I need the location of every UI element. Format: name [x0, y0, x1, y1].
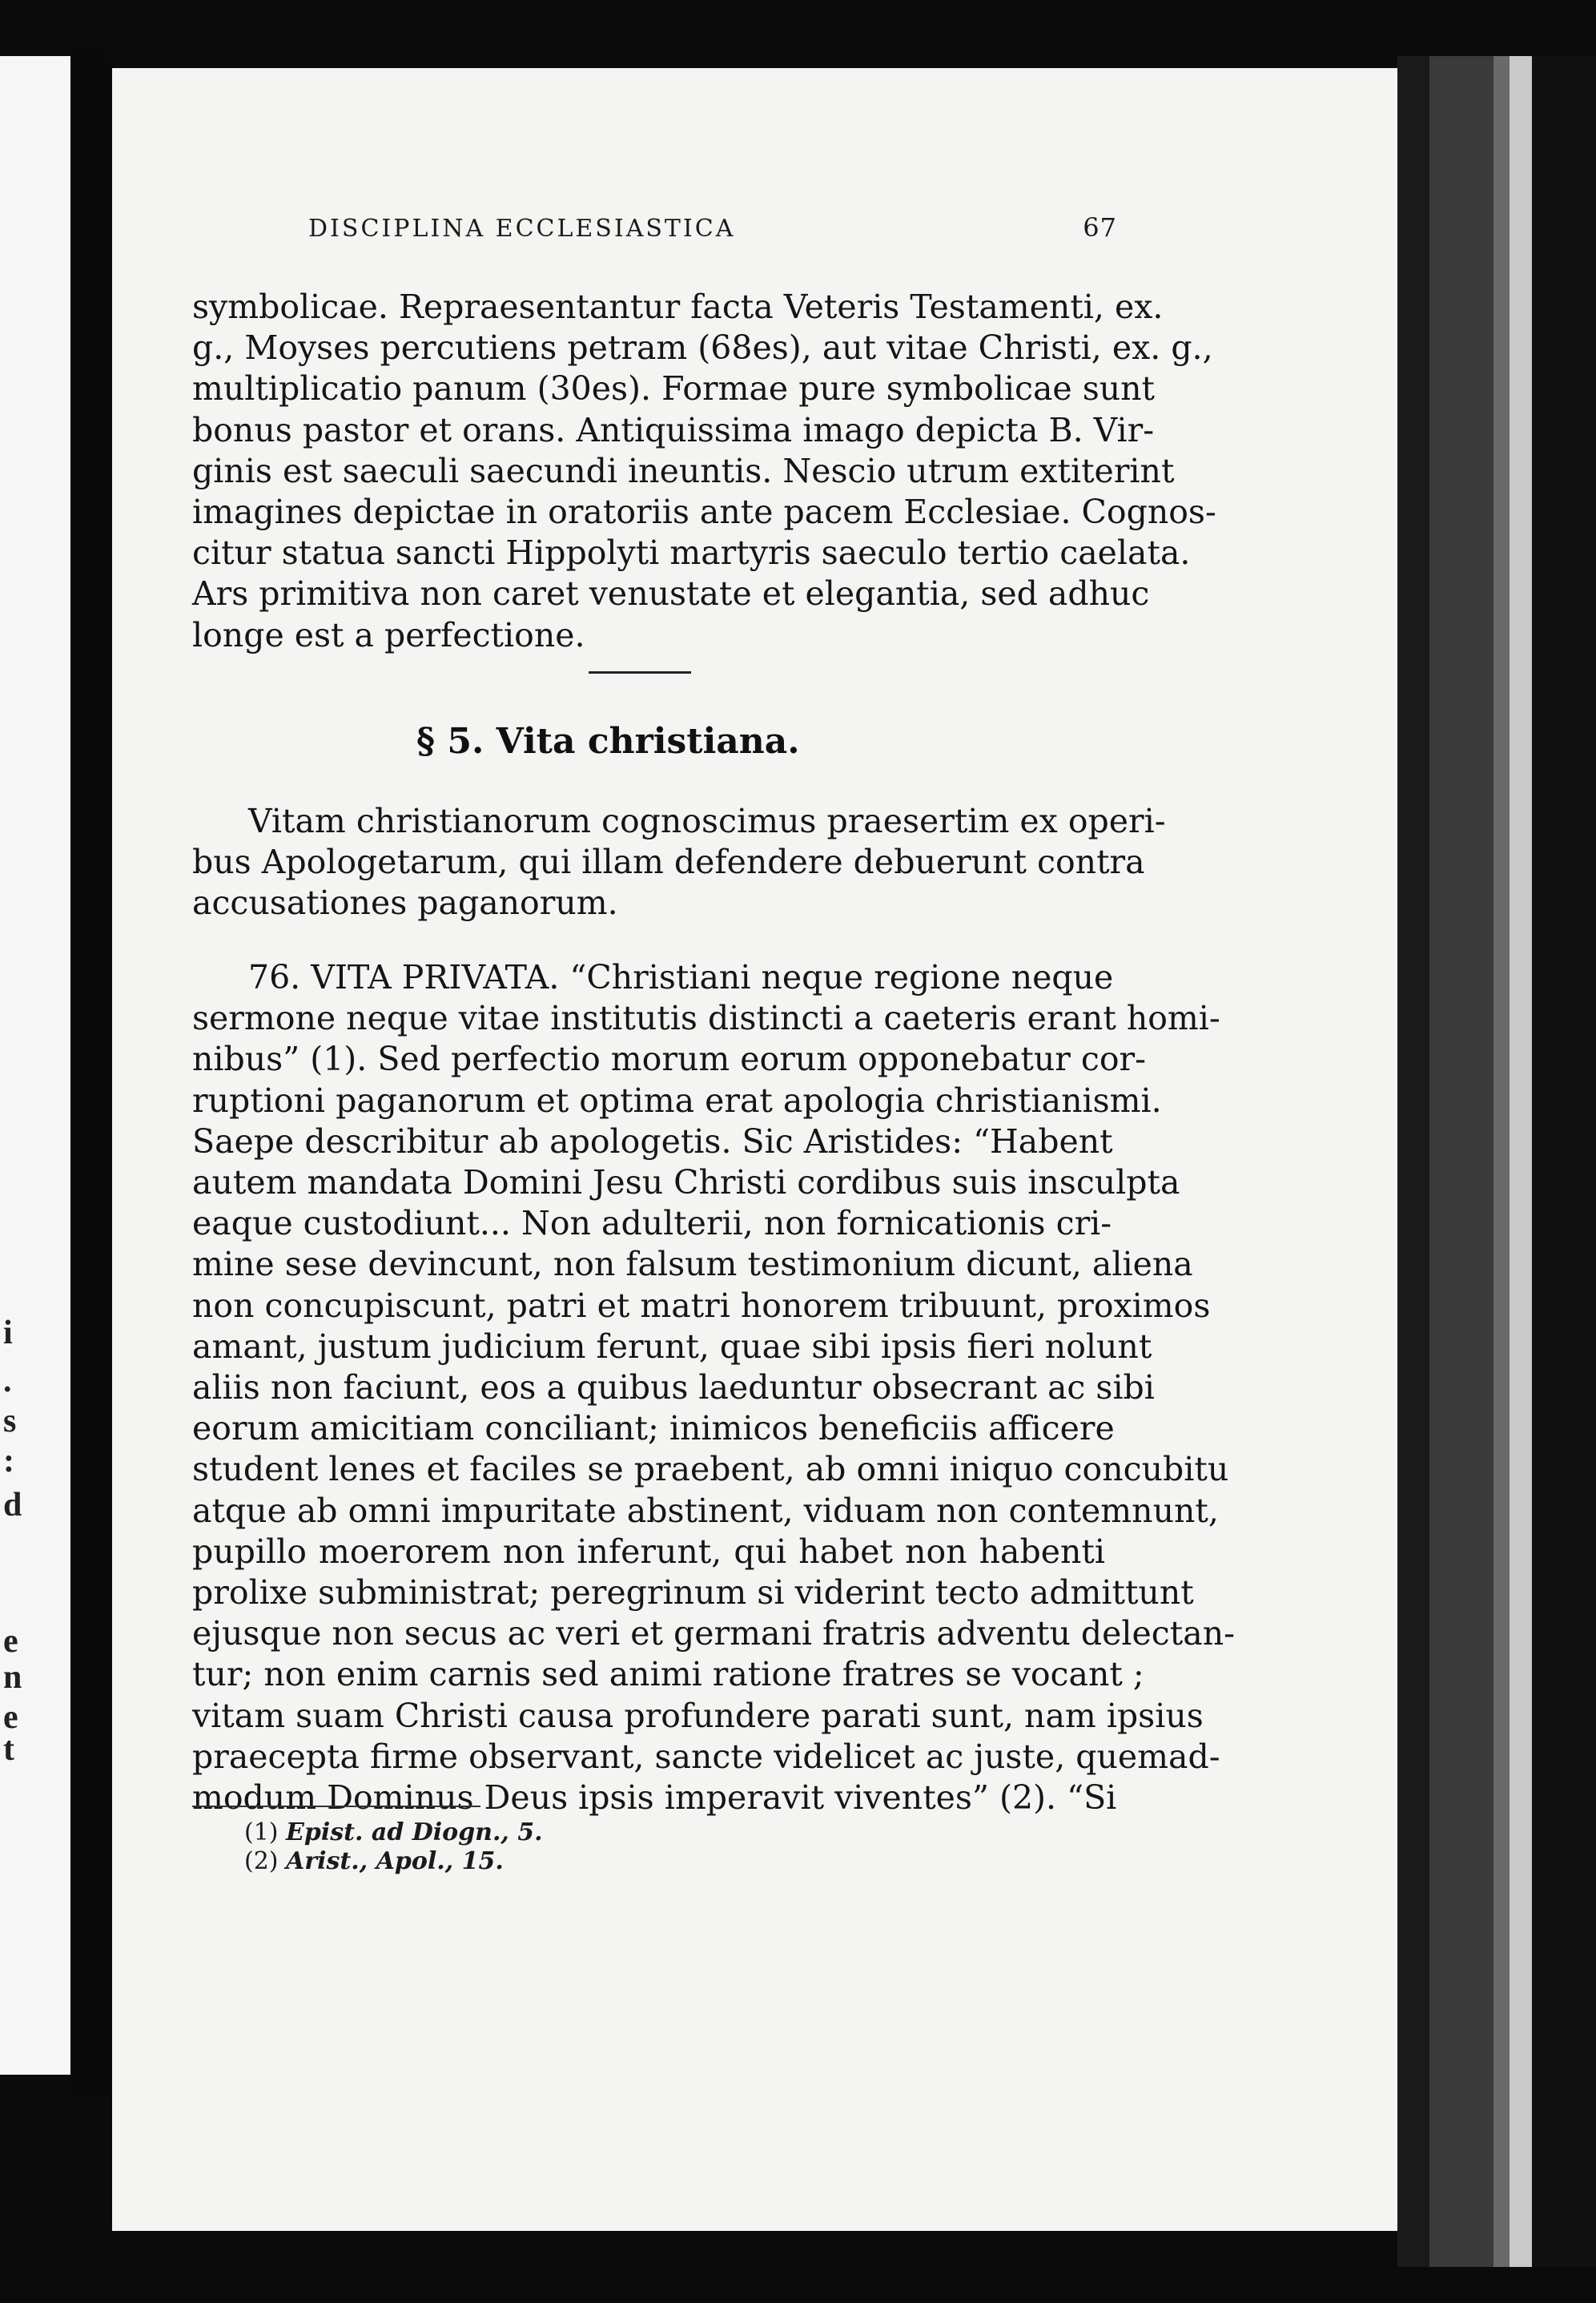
text-line: pupillo moerorem non inferunt, qui habet non habenti — [192, 1532, 1105, 1571]
text-line: Saepe describitur ab apologetis. Sic Aristides: “Habent — [192, 1121, 1113, 1161]
margin-mark: . — [3, 1363, 12, 1399]
text-line: praecepta firme observant, sancte videlicet ac juste, quemad- — [192, 1737, 1220, 1776]
margin-mark: e — [3, 1699, 18, 1736]
text-line: ginis est saeculi saecundi ineuntis. Nescio utrum extiterint — [192, 451, 1175, 490]
footnotes — [244, 1818, 543, 1876]
page-edge-band — [1510, 56, 1532, 2267]
text-line: non concupiscunt, patri et matri honorem tribuunt, proximos — [192, 1286, 1211, 1325]
margin-mark: i — [3, 1315, 13, 1351]
footnote-marker: (1) — [244, 1818, 287, 1846]
page-edge-band — [1493, 56, 1510, 2267]
text-line: autem mandata Domini Jesu Christi cordibus suis insculpta — [192, 1163, 1180, 1202]
text-line: eaque custodiunt... Non adulterii, non fornicationis cri- — [192, 1204, 1112, 1243]
text-line: ruptioni paganorum et optima erat apologia christianismi. — [192, 1081, 1162, 1120]
text-line: bonus pastor et orans. Antiquissima imago depicta B. Vir- — [192, 410, 1155, 449]
facing-page-margin-marks — [0, 0, 32, 2303]
text-line: 76. VITA PRIVATA. “Christiani neque regione neque — [248, 958, 1114, 996]
section-heading: § 5. Vita christiana. — [416, 721, 800, 762]
margin-mark: s — [3, 1403, 17, 1439]
text-line: mine sese devincunt, non falsum testimonium dicunt, aliena — [192, 1245, 1193, 1284]
text-line: g., Moyses percutiens petram (68es), aut vitae Christi, ex. g., — [192, 328, 1213, 368]
page-edge-shadow — [1397, 56, 1429, 2267]
text-line: imagines depictae in oratoriis ante pacem Ecclesiae. Cognos- — [192, 493, 1216, 532]
text-line: eorum amicitiam conciliant; inimicos beneficiis afficere — [192, 1409, 1115, 1448]
text-line: ejusque non secus ac veri et germani fratris adventu delectan- — [192, 1614, 1235, 1653]
footnote — [244, 1818, 543, 1847]
section-divider — [589, 671, 691, 674]
text-line: sermone neque vitae institutis distincti a caeteris erant homi- — [192, 999, 1220, 1038]
footnote-rule — [192, 1806, 480, 1807]
text-line: prolixe subministrat; peregrinum si viderint tecto admittunt — [192, 1573, 1194, 1613]
margin-mark: t — [3, 1731, 14, 1768]
text-line: longe est a perfectione. — [192, 615, 585, 654]
footnote-text: Epist. ad Diogn., 5. — [286, 1818, 543, 1846]
footnote-marker: (2) — [244, 1847, 287, 1875]
text-line: vitam suam Christi causa profundere parati sunt, nam ipsius — [192, 1696, 1204, 1735]
page-number: 67 — [1083, 212, 1117, 243]
running-head-title: DISCIPLINA ECCLESIASTICA — [308, 215, 736, 243]
text-line: atque ab omni impuritate abstinent, viduam non contemnunt, — [192, 1491, 1219, 1530]
running-head — [308, 212, 1117, 243]
paragraph-intro — [192, 801, 1166, 924]
margin-mark: n — [3, 1659, 22, 1696]
scan-border — [1532, 56, 1596, 2267]
paragraph-vita-privata — [192, 957, 1235, 1818]
margin-mark: : — [3, 1443, 14, 1480]
margin-mark: e — [3, 1623, 18, 1660]
text-line: citur statua sancti Hippolyti martyris saeculo tertio caelata. — [192, 533, 1191, 573]
text-line: modum Dominus Deus ipsis imperavit viventes” (2). “Si — [192, 1778, 1117, 1818]
text-line: Ars primitiva non caret venustate et elegantia, sed adhuc — [192, 574, 1150, 614]
text-line: accusationes paganorum. — [192, 884, 618, 923]
text-line: nibus” (1). Sed perfectio morum eorum opponebatur cor- — [192, 1040, 1146, 1079]
text-line: Vitam christianorum cognoscimus praesertim ex operi- — [248, 802, 1166, 840]
page-edge-band — [1429, 56, 1493, 2267]
footnote — [244, 1847, 543, 1876]
margin-mark: d — [3, 1487, 22, 1524]
text-line: aliis non faciunt, eos a quibus laeduntur obsecrant ac sibi — [192, 1368, 1155, 1407]
text-line: tur; non enim carnis sed animi ratione fratres se vocant ; — [192, 1655, 1144, 1694]
text-line: symbolicae. Repraesentantur facta Veteris Testamenti, ex. — [192, 288, 1164, 326]
footnote-text: Arist., Apol., 15. — [286, 1847, 504, 1875]
paragraph-symbolicae — [192, 287, 1216, 656]
gutter-shadow — [70, 48, 111, 2099]
text-line: student lenes et faciles se praebent, ab omni iniquo concubitu — [192, 1450, 1229, 1489]
text-line: bus Apologetarum, qui illam defendere debuerunt contra — [192, 843, 1145, 882]
text-line: amant, justum judicium ferunt, quae sibi ipsis fieri nolunt — [192, 1327, 1152, 1366]
text-line: multiplicatio panum (30es). Formae pure symbolicae sunt — [192, 369, 1156, 409]
